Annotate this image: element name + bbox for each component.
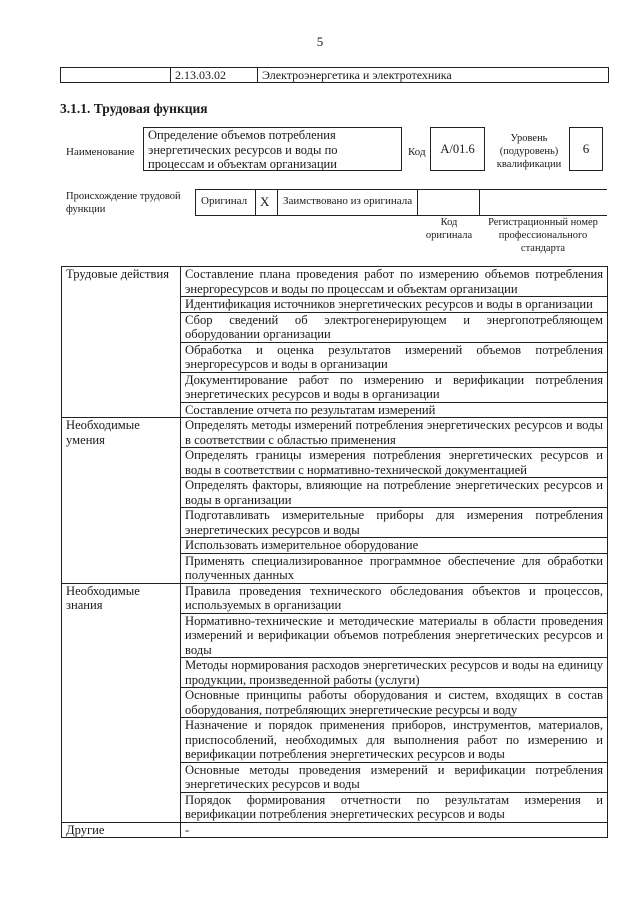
function-name-label: Наименование	[66, 146, 135, 158]
section-item: Правила проведения технического обследования объектов и процессов, используемых в организации	[181, 583, 608, 613]
origin-original-mark: X	[255, 190, 277, 215]
table-row	[62, 267, 608, 297]
page-number: 5	[316, 34, 324, 49]
section-item: Составление плана проведения работ по измерению объемов потребления энергоресурсов и воды по процессам и объектам организации	[181, 267, 608, 297]
header-code-table	[60, 67, 609, 83]
section-item: Подготавливать измерительные приборы для измерения потребления энергетических ресурсов и воды	[181, 508, 608, 538]
section-category: Другие	[62, 822, 181, 838]
section-category: Необходимые знания	[62, 583, 181, 822]
section-item: Документирование работ по измерению и верификации потребления энергетических ресурсов и воды в организации	[181, 372, 608, 402]
origin-original-label: Оригинал	[195, 190, 255, 215]
section-item: Сбор сведений об электрогенерирующем и энергопотребляющем оборудовании организации	[181, 312, 608, 342]
origin-code-caption: Код оригинала	[425, 217, 473, 241]
table-row	[62, 418, 608, 448]
section-category: Необходимые умения	[62, 418, 181, 584]
origin-table	[195, 189, 607, 216]
section-item: Порядок формирования отчетности по результатам измерения и верификации потребления энергетических ресурсов и воды	[181, 792, 608, 822]
function-code-label: Код	[408, 146, 426, 158]
section-item: Определять факторы, влияющие на потребление энергетических ресурсов и воды в организации	[181, 478, 608, 508]
section-item: Определять границы измерения потребления энергетических ресурсов и воды в соответствии с нормативно-технической документацией	[181, 448, 608, 478]
section-item: Основные принципы работы оборудования и систем, входящих в состав оборудования, потребляющих энергетические ресурсы и воду	[181, 688, 608, 718]
header-code-empty-cell	[61, 68, 170, 82]
origin-code-cell	[417, 190, 479, 215]
function-name: Определение объемов потребления энергетических ресурсов и воды по процессам и объектам организации	[143, 127, 402, 171]
section-item: Нормативно-технические и методические материалы в области проведения измерений и верификации объемов потребления энергетических ресурсов и воды	[181, 613, 608, 658]
qualification-level: 6	[569, 127, 603, 171]
function-details-body	[62, 267, 608, 838]
section-category: Трудовые действия	[62, 267, 181, 418]
section-item: Обработка и оценка результатов измерений объемов потребления энергоресурсов и воды в организации	[181, 342, 608, 372]
header-code: 2.13.03.02	[170, 68, 257, 82]
qualification-level-label: Уровень (подуровень) квалификации	[496, 133, 562, 170]
table-row	[62, 583, 608, 613]
header-code-title: Электроэнергетика и электротехника	[257, 68, 608, 82]
origin-borrowed-label: Заимствовано из оригинала	[277, 190, 417, 215]
section-title: 3.1.1. Трудовая функция	[60, 101, 208, 116]
section-item: Назначение и порядок применения приборов, инструментов, материалов, приспособлений, необходимых для выполнения работ по измерению и верификации потребления энергетических ресурсов и воды	[181, 718, 608, 763]
section-item: Применять специализированное программное обеспечение для обработки полученных данных	[181, 553, 608, 583]
section-item: Использовать измерительное оборудование	[181, 538, 608, 554]
table-row	[62, 822, 608, 838]
section-item: Методы нормирования расходов энергетических ресурсов и воды на единицу продукции, произведенной работы (услуги)	[181, 658, 608, 688]
section-item: Составление отчета по результатам измерений	[181, 402, 608, 418]
origin-reg-number-cell	[479, 190, 607, 215]
function-code: А/01.6	[430, 127, 485, 171]
function-details-table	[61, 266, 608, 838]
origin-label: Происхождение трудовой функции	[66, 191, 181, 215]
section-item: Основные методы проведения измерений и верификации потребления энергетических ресурсов и воды	[181, 762, 608, 792]
section-item: Определять методы измерений потребления энергетических ресурсов и воды в соответствии с областью применения	[181, 418, 608, 448]
origin-reg-number-caption: Регистрационный номер профессионального стандарта	[488, 217, 598, 254]
section-item: -	[181, 822, 608, 838]
section-item: Идентификация источников энергетических ресурсов и воды в организации	[181, 297, 608, 313]
